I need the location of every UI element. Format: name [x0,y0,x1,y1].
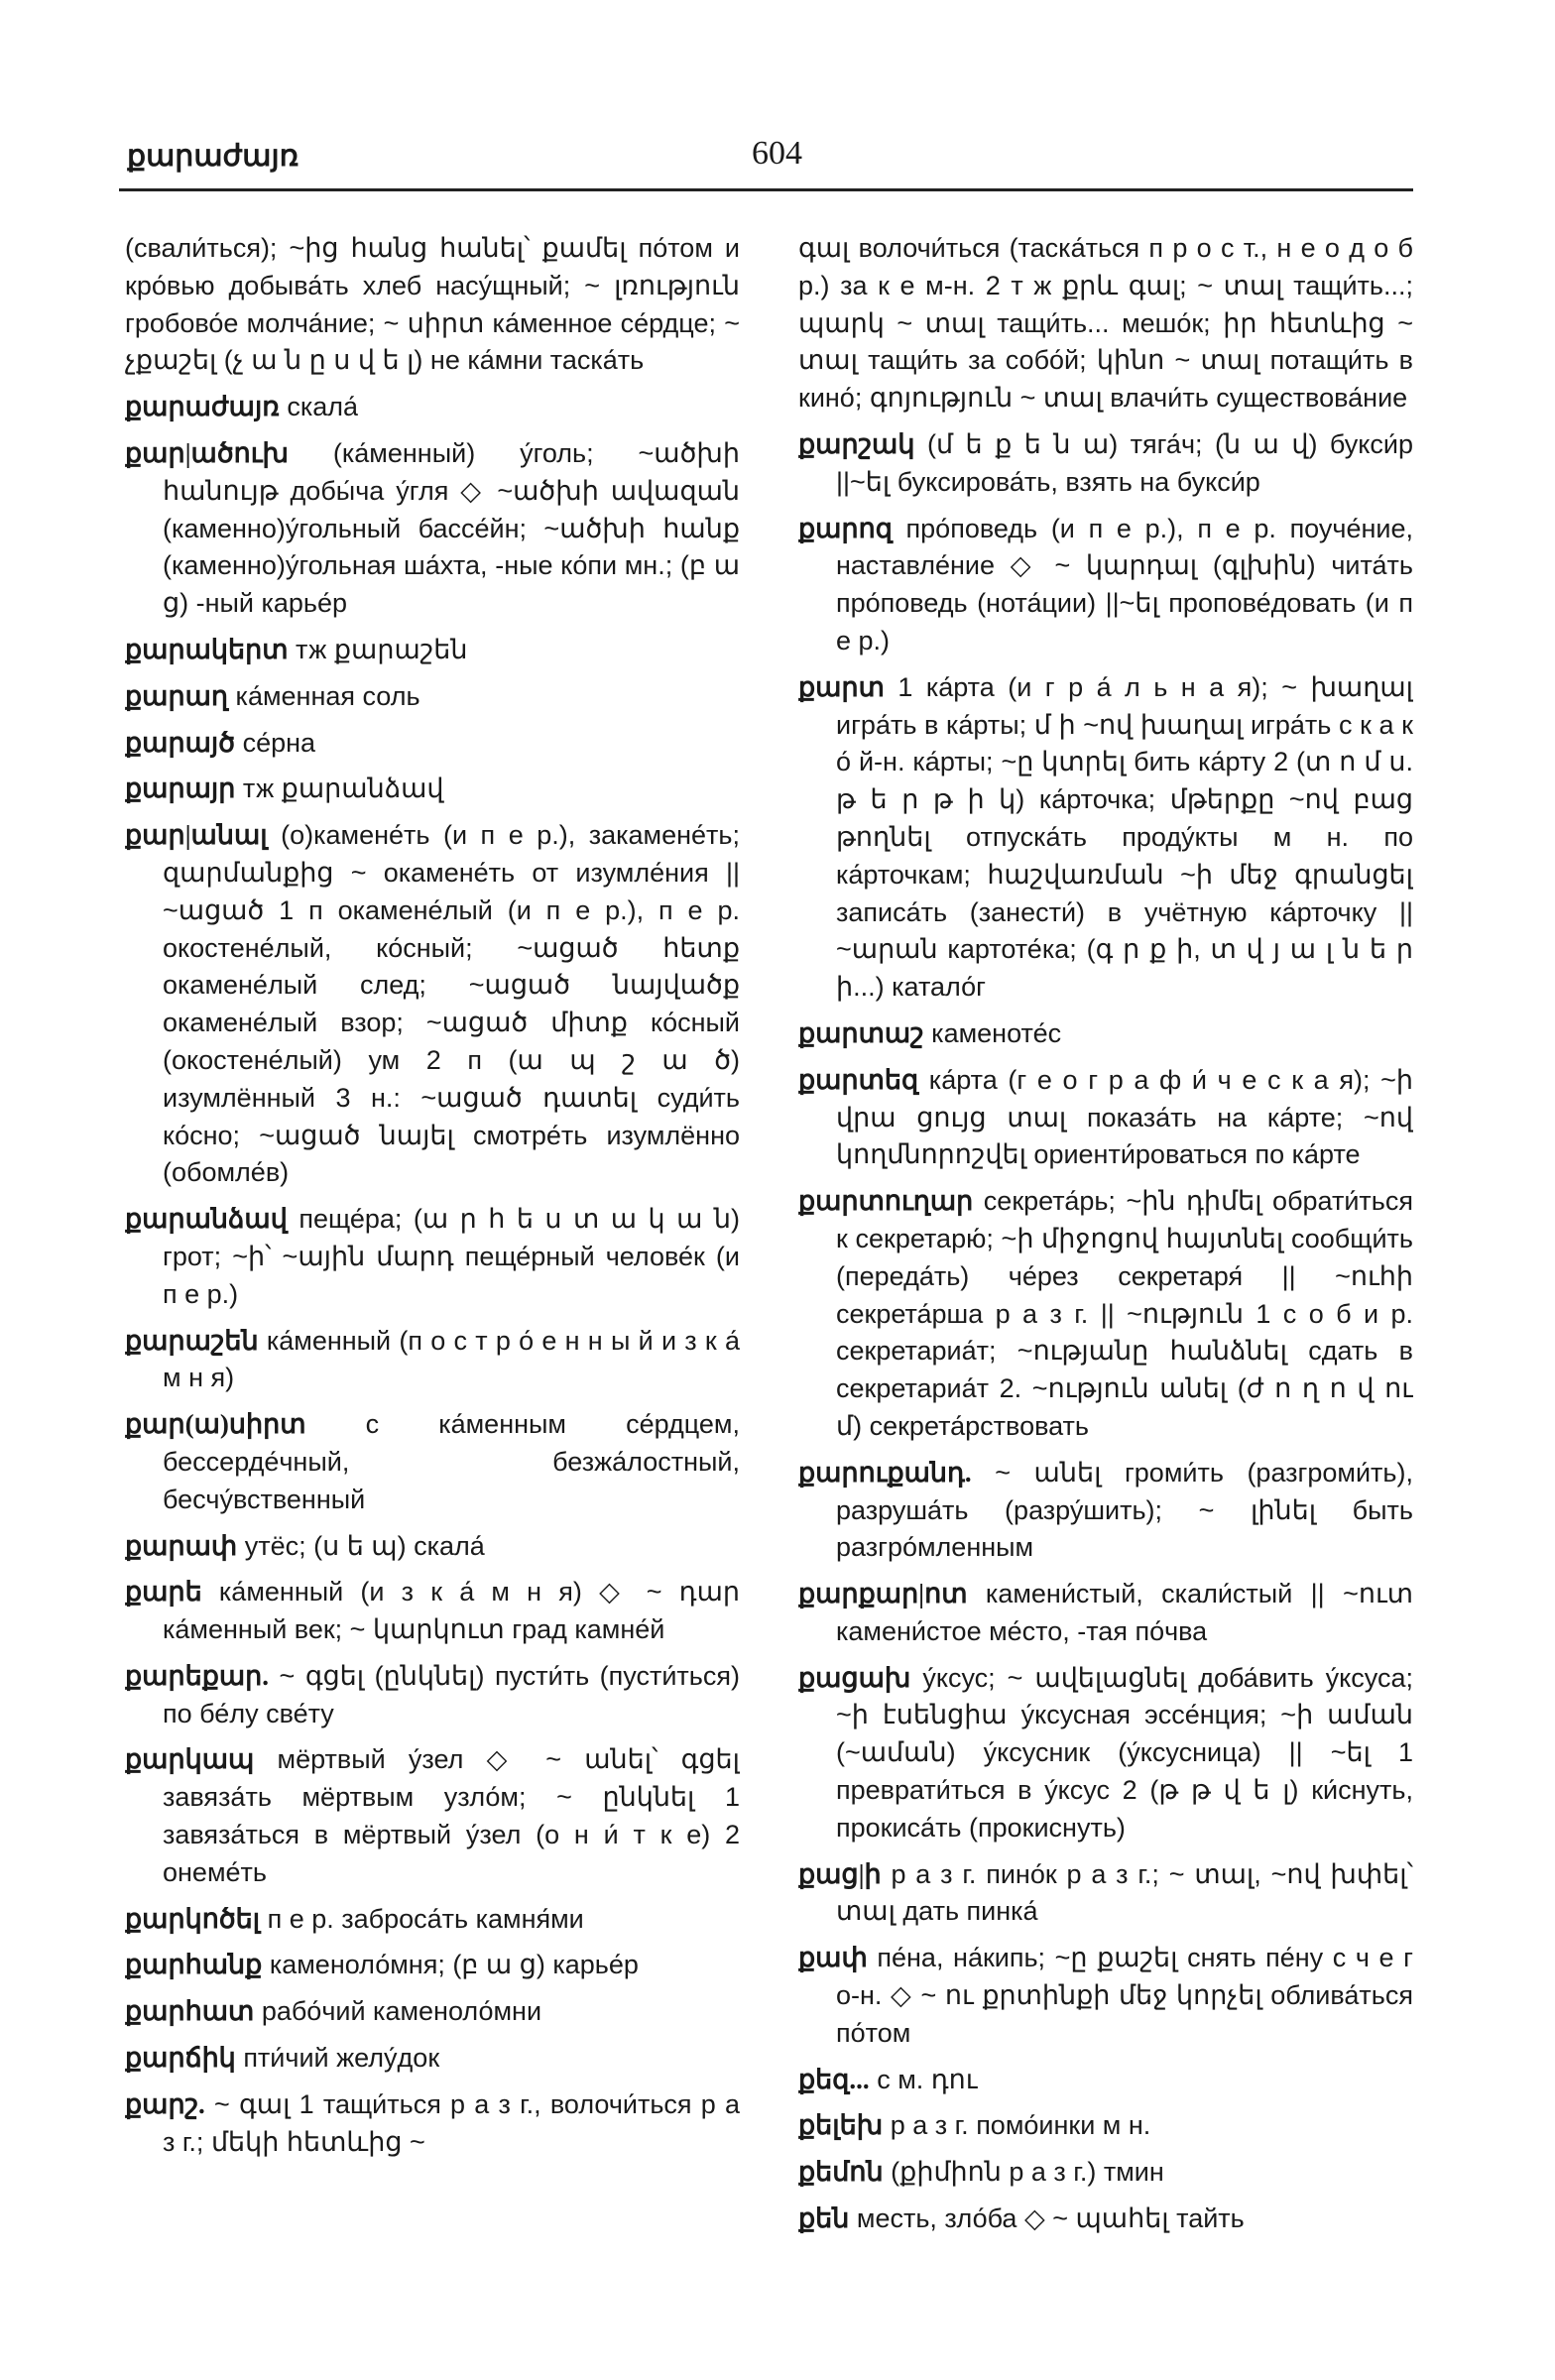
entry-headword: քար|անալ [125,820,268,851]
entry-headword: քարտեզ [798,1064,919,1095]
dictionary-entry [798,669,1413,1007]
entry-headword: քարայր [125,774,236,804]
entry-headword: քարտաշ [798,1017,924,1048]
entry-headword: քար|ածուխ [125,437,289,468]
entry-headword: քափ [798,1943,868,1973]
dictionary-entry [125,1528,740,1566]
entry-definition: тж քարաշեն [296,634,468,664]
entry-definition: ка́рта (г е о г р а ф и́ ч е с к а я); ~ի վրա ցույց տալ показа́ть на ка́рте; ~ով կողմնորոշվել ориенти́роваться по ка́рте [836,1064,1413,1170]
dictionary-entry [125,1947,740,1984]
entry-definition: с ка́менным се́рдцем, бессерде́чный, безжа́лостный, бесчу́вственный [163,1409,740,1514]
dictionary-entry [125,632,740,669]
left-column [125,230,740,2352]
entry-definition: пе́на, на́кипь; ~ը քաշել снять пе́ну с ч е г о-н. ◇ ~ ու քրտինքի մեջ կորչել облива́ться по́том [836,1943,1413,2048]
entry-headword: քարճիկ [125,2043,236,2074]
dictionary-entry [125,2040,740,2078]
running-headword: քարաժայռ [127,140,299,173]
entry-headword: քարոզ [798,513,893,543]
entry-definition: пеще́ра; (ա ր հ ե ս տ ա կ ա ն) грот; ~ի՝ ~ային մարդ пеще́рный челове́к (и п е р.) [163,1204,740,1309]
dictionary-entry [798,2154,1413,2192]
entry-definition: рабо́чий каменоло́мни [261,1996,542,2027]
entry-headword: քարե [125,1577,202,1607]
dictionary-entry [125,817,740,1192]
entry-headword: քարեքար. [125,1660,270,1691]
entry-headword: քարուքանդ. [798,1457,972,1488]
dictionary-entry [125,389,740,426]
entry-definition: (մ ե ք ե ն ա) тяга́ч; (ն ա վ) букси́р ||~ել буксирова́ть, взять на букси́р [836,428,1413,497]
entry-headword: քելեխ [798,2110,884,2141]
dictionary-entry [125,1323,740,1398]
entry-definition: ка́менный (п о с т р о́ е н н ы й и з к а́ м н я) [163,1325,740,1393]
dictionary-entry [798,2062,1413,2099]
dictionary-entry [798,1183,1413,1446]
entry-definition: գալ волочи́ться (таска́ться п р о с т., н е о д о б р.) за к е м-н. 2 т ж քրև գալ; ~ տալ тащи́ть...; պարկ ~ տալ тащи́ть... мешо́к; իր հետևից ~ տալ тащи́ть за собо́й; կինո ~ տալ потащи́ть в кино́; գոյություն ~ տալ влачи́ть существова́ние [798,233,1413,414]
entry-headword: քարկապ [125,1744,255,1775]
running-head [127,135,1416,182]
entry-headword: քարհանք [125,1950,263,1980]
entry-definition: каменоте́с [931,1017,1062,1048]
entry-headword: քարայծ [125,727,236,758]
dictionary-entry [798,511,1413,660]
entry-headword: քարաղ [125,680,229,711]
entry-definition: ка́менный (и з к а́ м н я) ◇ ~ դար ка́менный век; ~ կարկուտ град камне́й [163,1577,740,1645]
entry-headword: քարաժայռ [125,392,280,422]
entry-definition: р а з г. пино́к р а з г.; ~ տալ, ~ով խփել՝ տալ дать пинка́ [836,1858,1413,1927]
entry-headword: քարշ. [125,2088,205,2119]
entry-definition: с м. դու [877,2064,978,2094]
entry-headword: քեմոն [798,2157,884,2188]
dictionary-entry [125,1406,740,1518]
entry-definition: каменоло́мня; (բ ա ց) карье́р [269,1950,639,1980]
entry-definition: се́рна [242,727,316,758]
dictionary-entry [798,2107,1413,2145]
dictionary-entry [125,435,740,623]
dictionary-entry [798,426,1413,502]
entry-definition: ~ անել громи́ть (разгроми́ть), разруша́ть (разру́шить); ~ լինել быть разгро́мленным [836,1457,1413,1563]
dictionary-entry [798,1576,1413,1651]
dictionary-entry [125,725,740,763]
dictionary-entry [798,1660,1413,1847]
entry-definition: мёртвый у́зел ◇ ~ անել՝ գցել завяза́ть мёртвым узло́м; ~ ընկնել 1 завяза́ться в мёртвый у́зел (о н и́ т к е) 2 онеме́ть [163,1744,740,1887]
entry-definition: (о)камене́ть (и п е р.), закамене́ть; զարմանքից ~ окамене́ть от изумле́ния || ~ացած 1 п окамене́лый (и п е р.), п е р. окостене́лый, ко́сный; ~ացած հետք окамене́лый след; ~ացած նայվածք окамене́лый взор; ~ացած միտք ко́сный (окостене́лый) ум 2 п (ա պ շ ա ծ) изумлённый 3 н.: ~ացած դատել суди́ть ко́сно; ~ացած նայել смотре́ть изумлённо (обомле́в) [163,820,740,1188]
entry-definition: у́ксус; ~ ավելացնել доба́вить у́ксуса; ~ի էսենցիա у́ксусная эссе́нция; ~ի աման (~աման) у́ксусник (у́ксусница) || ~ել 1 преврати́ться в у́ксус 2 (թ թ վ ե լ) ки́снуть, прокиса́ть (прокиснуть) [836,1662,1413,1843]
dictionary-entry [125,1901,740,1939]
entry-headword: քացախ [798,1662,911,1693]
page-number: 604 [752,135,802,172]
dictionary-entry [798,1062,1413,1174]
entry-definition: 1 ка́рта (и г р а́ л ь н а я); ~ խաղալ игра́ть в ка́рты; մ ի ~ով խաղալ игра́ть с к а к о́ й-н. ка́рты; ~ը կտրել бить ка́рту 2 (տ ո մ ս. թ ե ր թ ի կ) ка́рточка; մթերքը ~ով բաց թողնել отпуска́ть проду́кты м н. по ка́рточкам; հաշվառման ~ի մեջ գրանցել записа́ть (занести́) в учётную ка́рточку || ~արան картоте́ка; (գ ր ք ի, տ վ յ ա լ ն ե ր ի...) катало́г [836,671,1413,1003]
dictionary-entry [125,1741,740,1891]
entry-headword: քարհատ [125,1996,255,2027]
dictionary-entry [798,230,1413,417]
entry-headword: քարափ [125,1530,238,1561]
entry-headword: քարքար|ոտ [798,1579,968,1609]
header-rule [119,188,1413,191]
dictionary-entry [125,678,740,716]
entry-definition: скала́ [287,392,359,422]
dictionary-entry [798,1856,1413,1932]
dictionary-entry [125,771,740,808]
entry-definition: ~ գցել (ընկնել) пусти́ть (пусти́ться) по бе́лу све́ту [163,1660,740,1728]
entry-headword: քարտ [798,671,885,702]
dictionary-entry [125,1993,740,2031]
dictionary-entry [125,230,740,380]
entry-definition: про́поведь (и п е р.), п е р. поуче́ние, наставле́ние ◇ ~ կարդալ (գլխին) чита́ть про́поведь (нота́ции) ||~ել пропове́довать (и п е р.) [836,513,1413,655]
entry-definition: секрета́рь; ~ին դիմել обрати́ться к секретарю́; ~ի միջոցով հայտնել сообщи́ть (переда́ть) че́рез секретаря́ || ~ուհի секрета́рша р а з г. || ~ություն 1 с о б и р. секретариа́т; ~ությանը հանձնել сдать в секретариа́т 2. ~ություն անել (ժ ո ղ ո վ ու մ) секрета́рствовать [836,1186,1413,1441]
dictionary-entry [798,1455,1413,1567]
entry-headword: քարակերտ [125,634,289,664]
entry-definition: утёс; (ս ե պ) скала́ [244,1530,485,1561]
dictionary-entry [798,1015,1413,1053]
entry-definition: пти́чий желу́док [243,2043,440,2074]
dictionary-entry [798,2201,1413,2238]
entry-definition: р а з г. помо́инки м н. [890,2110,1151,2141]
entry-definition: тж քարանձավ [242,774,444,804]
entry-definition: (ка́менный) у́голь; ~ածխի հանույթ добы́ча у́гля ◇ ~ածխի ավազան (каменно)у́гольный бассе́йн; ~ածխի հանք (каменно)у́гольная ша́хта, -ные ко́пи мн.; (բ ա ց) -ный карье́р [163,437,740,619]
entry-headword: քաց|ի [798,1858,882,1889]
entry-headword: քար(ա)սիրտ [125,1409,306,1440]
entry-definition: (քիմիոն р а з г.) тмин [891,2157,1164,2188]
dictionary-entry [125,2086,740,2162]
entry-definition: п е р. заброса́ть камня́ми [267,1903,584,1934]
entry-definition: ~ գալ 1 тащи́ться р а з г., волочи́ться р а з г.; մեկի հետևից ~ [163,2088,740,2157]
entry-headword: քարշակ [798,428,915,459]
entry-headword: քեն [798,2203,850,2234]
entry-headword: քարկոծել [125,1903,261,1934]
dictionary-entry [125,1658,740,1733]
right-column [798,230,1413,2352]
entry-definition: ка́менная соль [235,680,420,711]
entry-headword: քարտուղար [798,1186,974,1217]
dictionary-entry [125,1574,740,1649]
dictionary-entry [798,1940,1413,2052]
dictionary-entry [125,1201,740,1313]
entry-definition: (свали́ться); ~ից հանց հանել՝ քամել по́том и кро́вью добыва́ть хлеб насу́щный; ~ լռություն гробово́е молча́ние; ~ սիրտ ка́менное се́рдце; ~ չքաշել (չ ա ն ը ս վ ե լ) не ка́мни таска́ть [125,233,740,376]
entry-headword: քարանձավ [125,1204,288,1235]
entry-definition: месть, зло́ба ◇ ~ պահել тайть [856,2203,1245,2234]
entry-headword: քեզ... [798,2064,870,2094]
entry-headword: քարաշեն [125,1325,259,1356]
entry-definition: камени́стый, скали́стый || ~ուտ камени́стое ме́сто, -тая по́чва [836,1579,1413,1646]
